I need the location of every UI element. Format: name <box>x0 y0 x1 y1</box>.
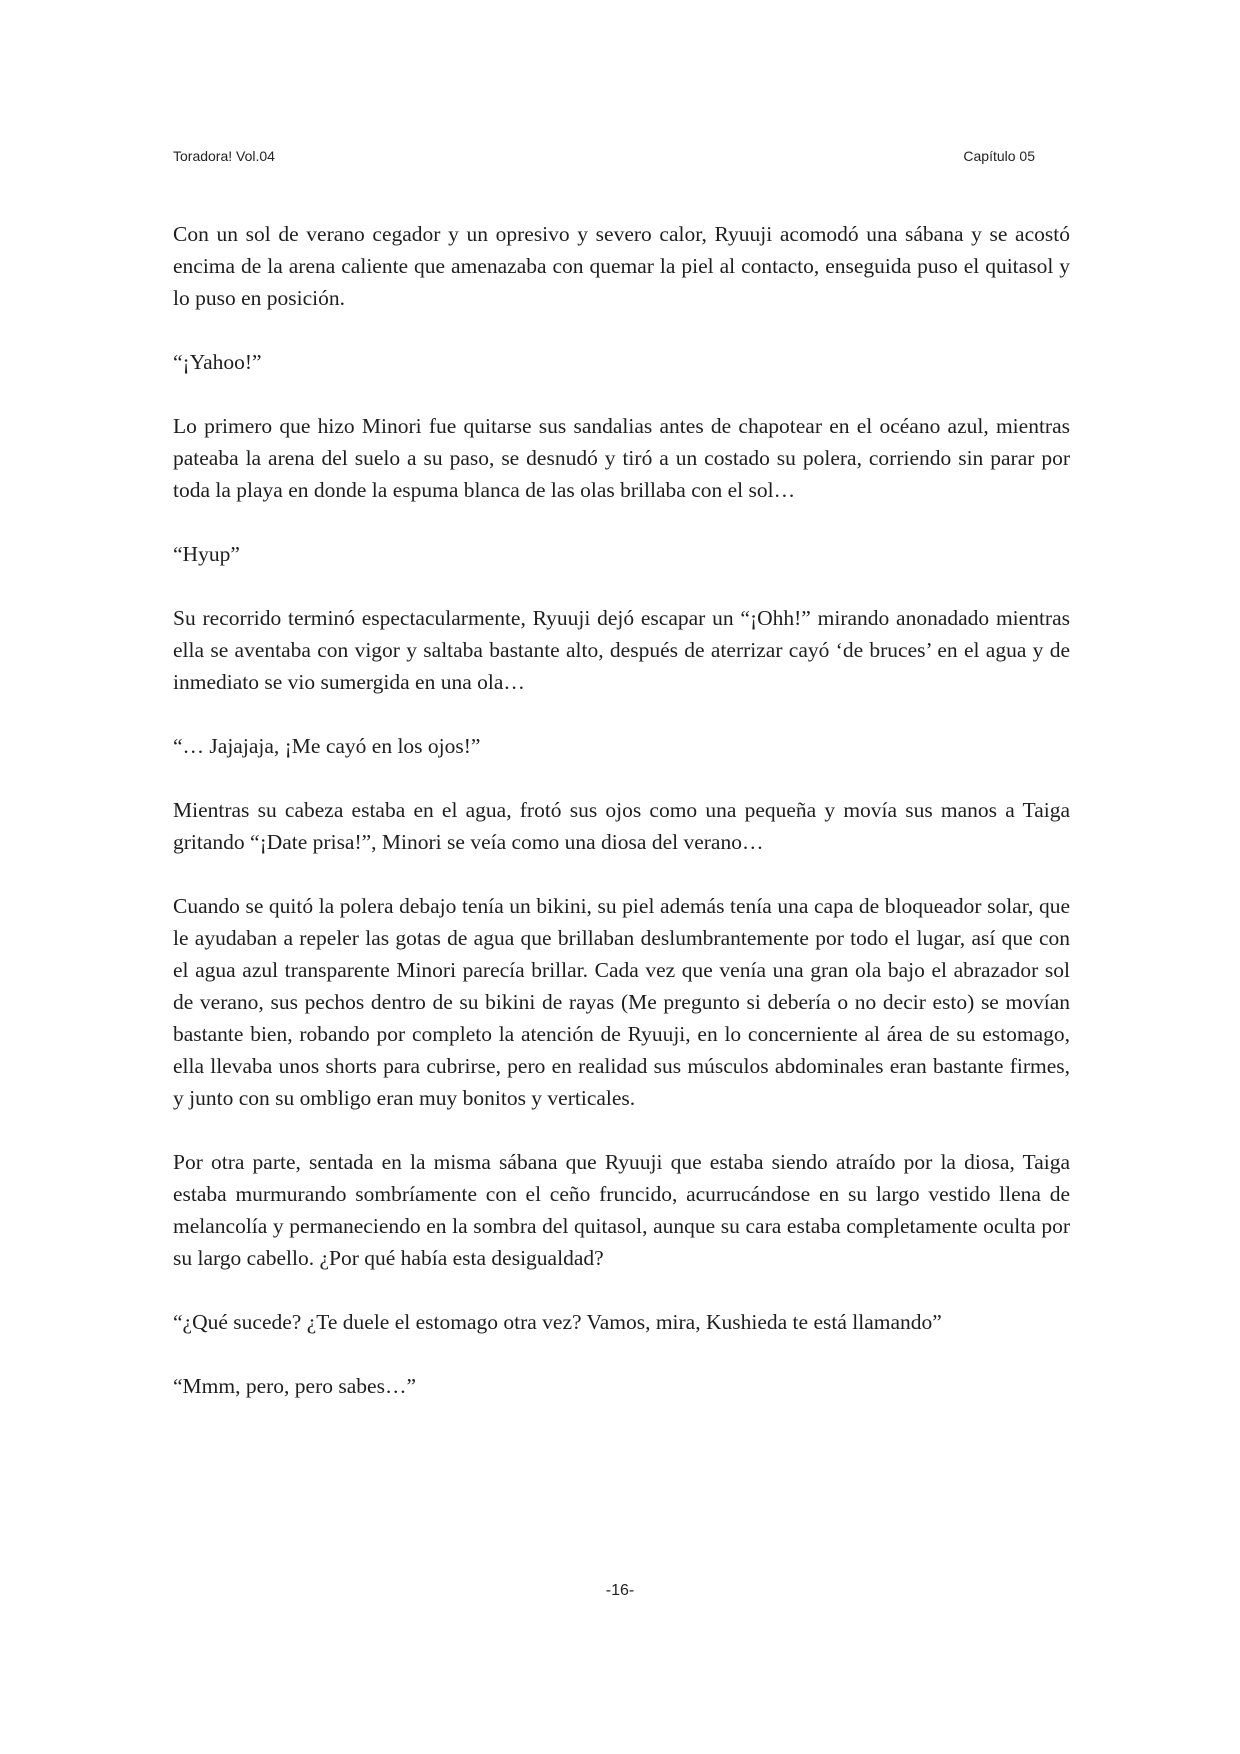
paragraph: Con un sol de verano cegador y un opresivo y severo calor, Ryuuji acomodó una sábana y se acostó encima de la arena caliente que amenazaba con quemar la piel al contacto, enseguida puso el quitasol y lo puso en posición. <box>173 222 1070 310</box>
paragraph: Cuando se quitó la polera debajo tenía un bikini, su piel además tenía una capa de bloqueador solar, que le ayudaban a repeler las gotas de agua que brillaban deslumbrantemente por todo el lugar, así que con el agua azul transparente Minori parecía brillar. Cada vez que venía una gran ola bajo el abrazador sol de verano, sus pechos dentro de su bikini de rayas (Me pregunto si debería o no decir esto) se movían bastante bien, robando por completo la atención de Ryuuji, en lo concerniente al área de su estomago, ella llevaba unos shorts para cubrirse, pero en realidad sus músculos abdominales eran bastante firmes, y junto con su ombligo eran muy bonitos y verticales. <box>173 894 1070 1110</box>
dialogue-line: “¿Qué sucede? ¿Te duele el estomago otra vez? Vamos, mira, Kushieda te está llamando” <box>173 1310 942 1334</box>
header-book-title: Toradora! Vol.04 <box>173 148 275 164</box>
header-chapter: Capítulo 05 <box>963 148 1035 164</box>
dialogue-line: “Hyup” <box>173 542 240 566</box>
paragraph: Lo primero que hizo Minori fue quitarse sus sandalias antes de chapotear en el océano azul, mientras pateaba la arena del suelo a su paso, se desnudó y tiró a un costado su polera, corriendo sin parar por toda la playa en donde la espuma blanca de las olas brillaba con el sol… <box>173 414 1070 502</box>
page-body <box>173 218 1070 1434</box>
paragraph: Por otra parte, sentada en la misma sábana que Ryuuji que estaba siendo atraído por la diosa, Taiga estaba murmurando sombríamente con el ceño fruncido, acurrucándose en su largo vestido llena de melancolía y permaneciendo en la sombra del quitasol, aunque su cara estaba completamente oculta por su largo cabello. ¿Por qué había esta desigualdad? <box>173 1150 1070 1270</box>
dialogue-line: “… Jajajaja, ¡Me cayó en los ojos!” <box>173 734 481 758</box>
dialogue-line: “¡Yahoo!” <box>173 350 262 374</box>
dialogue-line: “Mmm, pero, pero sabes…” <box>173 1374 416 1398</box>
page-number: -16- <box>605 1582 635 1599</box>
paragraph: Su recorrido terminó espectacularmente, Ryuuji dejó escapar un “¡Ohh!” mirando anonadado mientras ella se aventaba con vigor y saltaba bastante alto, después de aterrizar cayó ‘de bruces’ en el agua y de inmediato se vio sumergida en una ola… <box>173 606 1070 694</box>
paragraph: Mientras su cabeza estaba en el agua, frotó sus ojos como una pequeña y movía sus manos a Taiga gritando “¡Date prisa!”, Minori se veía como una diosa del verano… <box>173 798 1070 854</box>
page-header <box>173 148 1035 168</box>
